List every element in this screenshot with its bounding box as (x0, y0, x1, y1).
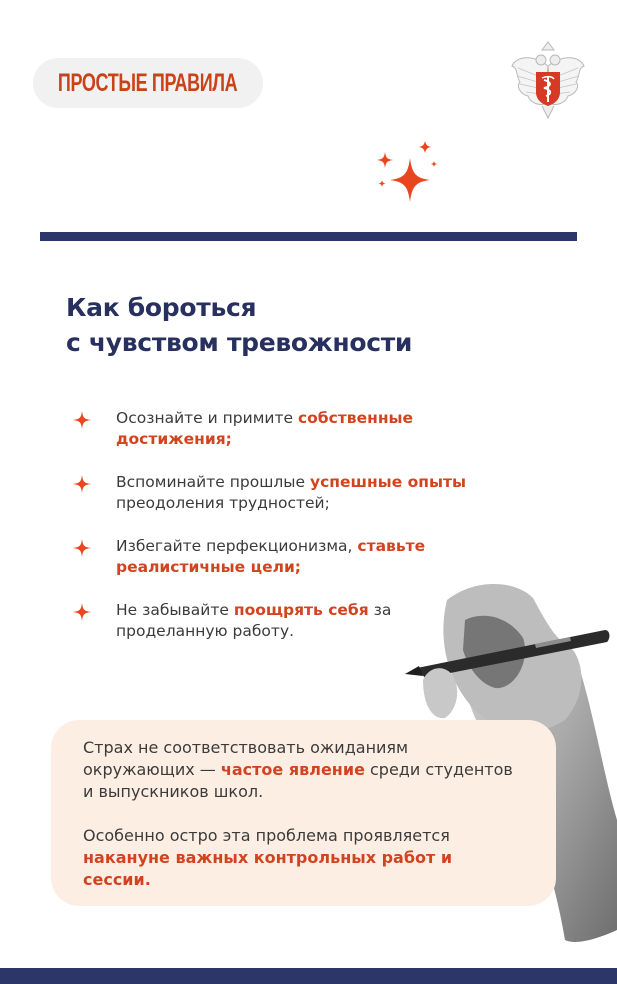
star-bullet-icon (72, 474, 92, 494)
section-tag (33, 58, 263, 108)
callout-highlight: частое явление (220, 760, 365, 779)
callout-paragraph-1 (83, 737, 523, 803)
list-item (72, 472, 492, 514)
rule-text: Осознайте и примите (116, 409, 298, 427)
rule-highlight: собственные достижения; (116, 409, 414, 448)
rule-text-after: преодоления трудностей; (116, 494, 330, 512)
star-bullet-icon (72, 602, 92, 622)
rule-highlight: поощрять себя (233, 601, 369, 619)
list-item (72, 536, 492, 578)
sparkles-icon (372, 138, 452, 208)
callout-text-part: Особенно остро эта проблема проявляется (83, 826, 450, 845)
title-line-1: Как бороться (66, 293, 257, 322)
rule-text: Не забывайте (116, 601, 234, 619)
callout-highlight: накануне важных контрольных работ и сессии. (83, 848, 453, 889)
star-bullet-icon (72, 410, 92, 430)
list-item (72, 408, 492, 450)
bottom-bar (0, 968, 617, 984)
callout-paragraph-2 (83, 825, 523, 891)
rule-text: Вспоминайте прошлые (116, 473, 310, 491)
page-title (66, 290, 412, 360)
rule-highlight: ставьте реалистичные цели; (116, 537, 426, 576)
callout-text-part: среди студентов и выпускников школ. (83, 760, 513, 801)
callout-text (83, 737, 523, 913)
top-divider (40, 232, 577, 241)
star-bullet-icon (72, 538, 92, 558)
title-line-2: с чувством тревожности (66, 328, 413, 357)
rule-text-after: за проделанную работу. (116, 601, 392, 640)
section-tag-label: ПРОСТЫЕ ПРАВИЛА (58, 68, 238, 97)
rule-highlight: успешные опыты (310, 473, 466, 491)
ministry-of-health-emblem-icon (508, 36, 588, 124)
rule-text: Избегайте перфекционизма, (116, 537, 358, 555)
callout-text-part: Страх не соответствовать ожиданиям окружающих — (83, 738, 409, 779)
